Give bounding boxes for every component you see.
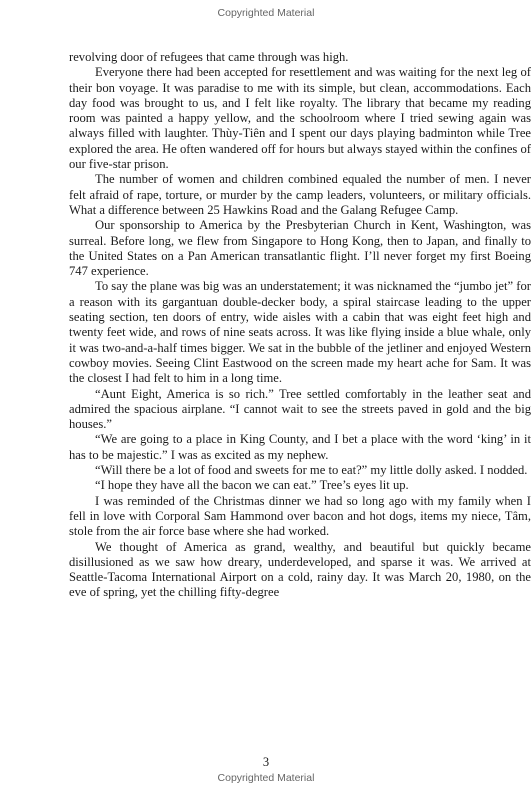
copyright-banner-top: Copyrighted Material [217, 7, 315, 19]
paragraph: I was reminded of the Christmas dinner we had so long ago with my family when I fell in love with Corporal Sam Hammond over bacon and hot dogs, items my niece, Tâm, stole from the air force base where she had worked. [69, 493, 531, 539]
paragraph: Our sponsorship to America by the Presbyterian Church in Kent, Washington, was surreal. Before long, we flew from Singapore to Hong Kong, then to Japan, and finally to the United States on a Pan American transatlantic flight. I’ll never forget my first Boeing 747 experience. [69, 218, 531, 279]
body-text [69, 50, 531, 601]
paragraph: We thought of America as grand, wealthy, and beautiful but quickly became disillusioned as we saw how dreary, underdeveloped, and sparse it was. We arrived at Seattle-Tacoma International Airport on a cold, rainy day. It was March 20, 1980, on the eve of spring, yet the chilling fifty-degree [69, 539, 531, 600]
paragraph: “I hope they have all the bacon we can eat.” Tree’s eyes lit up. [95, 478, 409, 493]
paragraph: “Will there be a lot of food and sweets for me to eat?” my little dolly asked. I nodded. [95, 463, 528, 478]
paragraph: Everyone there had been accepted for resettlement and was waiting for the next leg of their bon voyage. It was paradise to me with its simple, but clean, accommodations. Each day food was brought to us, and I felt like royalty. The library that became my reading room was painted a happy yellow, and the schoolroom where I tried sewing again was always filled with laughter. Thùy-Tiên and I spent our days playing badminton while Tree explored the area. He often wandered off for hours but always stayed within the confines of our five-star prison. [69, 65, 531, 172]
paragraph: The number of women and children combined equaled the number of men. I never felt afraid of rape, torture, or murder by the camp leaders, volunteers, or military officials. What a difference between 25 Hawkins Road and the Galang Refugee Camp. [69, 172, 531, 217]
paragraph: “We are going to a place in King County, and I bet a place with the word ‘king’ in it has to be majestic.” I was as excited as my nephew. [69, 432, 531, 462]
page-number: 3 [262, 755, 270, 769]
paragraph: To say the plane was big was an understatement; it was nicknamed the “jumbo jet” for a reason with its gargantuan double-decker body, a spiral staircase leading to the upper seating section, ten doors of entry, wide aisles with a cabin that was eight feet high and twenty feet wide, and rows of nine seats across. It was like flying inside a blue whale, only it was two-and-a-half times bigger. We sat in the bubble of the jetliner and enjoyed Western cowboy movies. Seeing Clint Eastwood on the screen made my heart ache for Sam. It was the closest I had felt to him in a long time. [69, 279, 531, 386]
paragraph: “Aunt Eight, America is so rich.” Tree settled comfortably in the leather seat and admired the spacious airplane. “I cannot wait to see the streets paved in gold and the big houses.” [69, 386, 531, 432]
paragraph: revolving door of refugees that came through was high. [69, 50, 349, 64]
copyright-banner-bottom: Copyrighted Material [217, 772, 315, 784]
